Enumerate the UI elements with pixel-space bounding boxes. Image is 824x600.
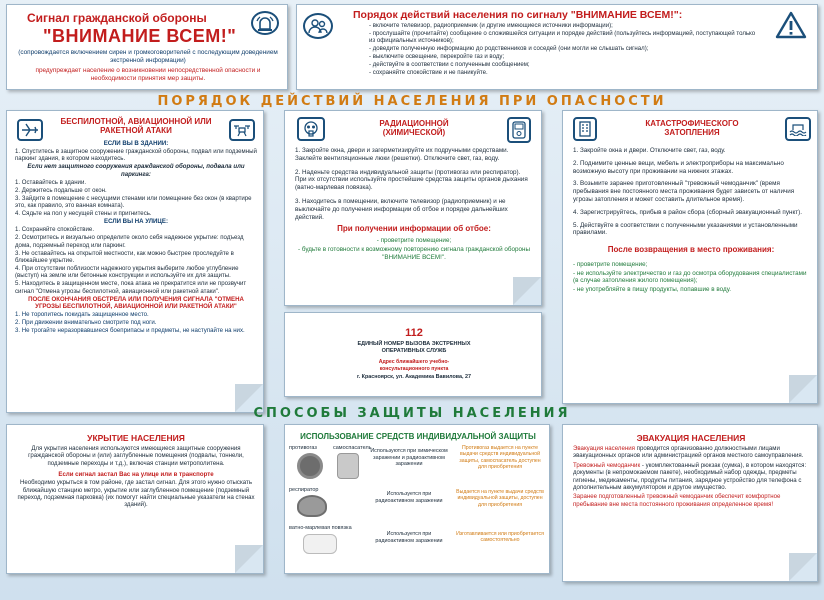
ppe-row [289,487,547,523]
building-icon [573,117,597,141]
procedure-item: - включите телевизор, радиоприемник (и другие имеющиеся источники информации); [369,22,613,29]
signal-title: Сигнал гражданской обороны [27,11,207,25]
ppe-card [284,424,550,574]
chemical-title: РАДИАЦИОННОЙ (ХИМИЧЕСКОЙ) [379,119,449,137]
shelter-text: Необходимо укрыться в том районе, где застал сигнал. Для этого нужно отыскать ближайшую станцию метро, укрытие или заглубленное помещение (подземный переход, подземная парковка) (их помогут найти специальные указатели на стенах зданий). [17,479,255,509]
flood-step: 3. Возьмите заранее приготовленный "тревожный чемоданчик" (время пребывания вне постоянного места проживания будет зависеть от наличия угрозы затопления и может составить длительное время). [573,180,795,203]
address-value: г. Красноярск, ул. Академика Вавилова, 27 [356,374,472,380]
section-title-protection: СПОСОБЫ ЗАЩИТЫ НАСЕЛЕНИЯ [253,406,571,421]
respirator-picture [297,495,327,517]
alarm-case-text: - укомплектованный рюкзак (сумка), в котором находятся: документы (в непромокаемом пакете), необходимый набор одежды, предметы гигиены, медикаменты, продукты питания, зарядное устройство для телефона с дополнительным аккумулятором и другое имущество. [573,461,807,492]
air-step: 1. Оставайтесь в здании. [15,178,87,186]
emergency-label: ЕДИНЫЙ НОМЕР ВЫЗОВА ЭКСТРЕННЫХ ОПЕРАТИВНЫХ СЛУЖБ [357,341,471,354]
shelter-street-heading: Если сигнал застал Вас на улице или в транспорте [58,471,214,479]
section-title-dangers: ПОРЯДОК ДЕЙСТВИЙ НАСЕЛЕНИЯ ПРИ ОПАСНОСТИ [157,94,667,109]
air-step: 1. Сохраняйте спокойствие. [15,226,95,234]
chemical-card [284,110,542,306]
ppe-usage: Используются при химическом заражении и радиоактивном заражении [370,448,448,468]
after-attack-heading: ПОСЛЕ ОКОНЧАНИЯ ОБСТРЕЛА ИЛИ ПОЛУЧЕНИЯ СИГНАЛА "ОТМЕНА УГРОЗЫ БЕСПИЛОТНОЙ, АВИАЦИОННОЙ ИЛИ РАКЕТНОЙ АТАКИ" [28,295,244,311]
gas-mask-picture [297,453,323,479]
procedure-card [296,4,818,90]
air-step: 2. Держитесь подальше от окон. [15,186,107,194]
evacuation-card [562,424,818,582]
gas-mask-icon [297,117,325,141]
evacuation-text: проводится организованно должностными лицами эвакуационных органов или администрацией органов местного самоуправления. [573,445,804,460]
ppe-title: ИСПОЛЬЗОВАНИЕ СРЕДСТВ ИНДИВИДУАЛЬНОЙ ЗАЩИТЫ [300,432,536,441]
chemical-step: 1. Закройте окна, двери и загерметизируйте их подручными средствами. Заклейте вентиляционные люки (решетки). Отключите свет, газ, воду. [295,147,509,162]
evacuation-body [573,445,811,509]
address-title: Адрес ближайшего учебно-консультационного пункта [378,359,450,372]
flood-step: 5. Действуйте в соответствии с полученными указаниями и установленными правилами. [573,221,798,237]
procedure-title: Порядок действий населения по сигналу "ВНИМАНИЕ ВСЕМ!": [353,9,683,21]
flood-card [562,110,818,404]
air-after-step: 1. Не торопитесь покидать защищенное место. [15,311,149,319]
return-item: - проветрите помещение; [573,261,648,269]
signal-headline: "ВНИМАНИЕ ВСЕМ!" [43,26,237,46]
flood-title: КАТАСТРОФИЧЕСКОГО ЗАТОПЛЕНИЯ [645,119,739,137]
ppe-item-name: самоспасатель [333,445,372,451]
signal-description: (сопровождается включением сирен и громкоговорителей с последующим доведением экстренной информации) [18,49,278,64]
ppe-availability: Изготавливается или приобретается самостоятельно [456,531,544,544]
procedure-item: - выключите освещение, перекройте газ и воду; [369,53,505,61]
no-shelter-note: Если нет защитного сооружения гражданской обороны, подвала или паркинга: [27,163,245,178]
shelter-body [17,445,255,509]
in-building-heading: ЕСЛИ ВЫ В ЗДАНИИ: [103,140,169,147]
return-item: - не используйте электричество и газ до осмотра оборудования специалистами (в случае затопления жилого помещения); [573,269,807,285]
air-step: 4. Сядьте на пол у несущей стены и пригнитесь. [15,210,152,218]
all-clear-heading: При получении информации об отбое: [337,224,491,234]
flood-step: 4. Зарегистрируйтесь, прибыв в район сбора (сборный эвакуационный пункт). [573,208,803,216]
shelter-title: УКРЫТИЕ НАСЕЛЕНИЯ [87,433,185,443]
flood-step: 2. Поднимите ценные вещи, мебель и электроприборы на максимально возможную высоту при проживании на нижних этажах. [573,159,784,175]
signal-warning: предупреждает население о возникновении непосредственной опасности и необходимости принятия мер защиты. [35,67,261,82]
warning-icon [775,11,807,44]
flood-icon [785,117,811,141]
shelter-text: Для укрытия населения используются имеющиеся защитные сооружения гражданской обороны и (или) заглубленные помещения (подвалы, тоннели, подземные переходы и т.д.), включая станции метрополитена. [28,445,244,467]
chemical-step: 2. Наденьте средства индивидуальной защиты (противогаз или респиратор). При их отсутствии используйте простейшие средства защиты органов дыхания (ватно-марлевая повязка). [295,168,528,192]
emergency-card [284,312,542,397]
return-heading: После возвращения в место проживания: [607,245,775,255]
air-attack-body [15,140,257,335]
ppe-item-name: противогаз [289,445,317,451]
ppe-availability: Выдается на пункте выдачи средств индивидуальной защиты, доступен для приобретения [456,489,544,508]
gauze-bandage-picture [303,534,337,554]
alarm-case-lead: Тревожный чемоданчик [573,461,641,469]
plane-icon [17,119,43,141]
flood-body [573,147,809,294]
emergency-number[interactable]: 112 [405,327,423,339]
chemical-body [295,147,533,262]
outside-heading: ЕСЛИ ВЫ НА УЛИЦЕ: [104,218,168,226]
siren-icon [251,11,279,35]
drone-icon [229,119,255,141]
air-step: 1. Спуститесь в защитное сооружение гражданской обороны, подвал или подземный паркинг здания, в котором находитесь. [15,148,257,163]
ppe-row [289,445,547,485]
air-after-step: 2. При движении внимательно смотрите под ноги. [15,319,157,327]
ppe-availability: Противогаз выдается на пункте выдачи средств индивидуальной защиты, самоспасатель доступен для приобретения [459,445,541,471]
return-item: - не употребляйте в пищу продукты, попавшие в воду. [573,285,731,293]
all-clear-item: - проветрите помещение; [376,237,452,245]
procedure-item: - действуйте в соответствии с полученным сообщением; [369,61,530,69]
air-step: 5. Находитесь в защищенном месте, пока атака не прекратится или не прозвучит сигнал "Отмена угрозы беспилотной, авиационной или ракетной атаки". [15,280,247,295]
people-icon [303,13,333,39]
self-rescuer-picture [337,453,359,479]
all-clear-item: - будьте в готовности к возможному повторению сигнала гражданской обороны "ВНИМАНИЕ ВСЕМ!". [298,245,530,261]
air-step: 3. Не оставайтесь на открытой местности, как можно быстрее проследуйте в ближайшее укрытие. [15,249,234,265]
shelter-card [6,424,264,574]
air-attack-card [6,110,264,413]
evacuation-lead: Эвакуация населения [573,445,635,452]
ppe-usage: Используется при радиоактивном заражении [375,491,443,504]
air-after-step: 3. Не трогайте неразорвавшиеся боеприпасы и предметы, не наступайте на них. [15,327,245,335]
ppe-item-name: ватно-марлевая повязка [289,525,352,531]
ppe-row [289,525,547,571]
ppe-usage: Используется при радиоактивном заражении [375,531,443,544]
chemical-step: 3. Находитесь в помещении, включите телевизор (радиоприемник) и не выключайте до получения информации об отбое и порядке дальнейших действий. [295,197,508,221]
signal-card [6,4,288,90]
dosimeter-icon [507,117,531,143]
procedure-item: - сохраняйте спокойствие и не паникуйте. [369,69,488,77]
procedure-list [369,22,759,77]
procedure-item: - доведите полученную информацию до родственников и соседей (они могли не слышать сигнал); [369,45,649,53]
air-step: 3. Зайдите в помещение с несущими стенами или помещение без окон (в квартире это, как правило, это ванная комната). [15,194,252,210]
air-step: 2. Осмотритесь и визуально определите около себя надежное укрытие: подъезд дома, подземный переход или паркинг. [15,234,244,249]
flood-step: 1. Закройте окна и двери. Отключите свет, газ, воду. [573,147,726,154]
procedure-item: - прослушайте (прочитайте) сообщение о сложившейся ситуации и порядке действий (пользуйтесь информацией, поступающей только из официальных источников); [369,30,756,45]
air-attack-title: БЕСПИЛОТНОЙ, АВИАЦИОННОЙ ИЛИ РАКЕТНОЙ АТАКИ [60,117,212,135]
ppe-item-name: респиратор [289,487,319,493]
evacuation-note: Заранее подготовленный тревожный чемоданчик обеспечит комфортное пребывание вне места постоянного проживания определенное время! [573,493,781,508]
evacuation-title: ЭВАКУАЦИЯ НАСЕЛЕНИЯ [636,433,746,443]
air-step: 4. При отсутствии поблизости надежного укрытия выберите любое углубление (выступ) на земле или бетонные конструкции и используйте их для защиты. [15,265,239,280]
